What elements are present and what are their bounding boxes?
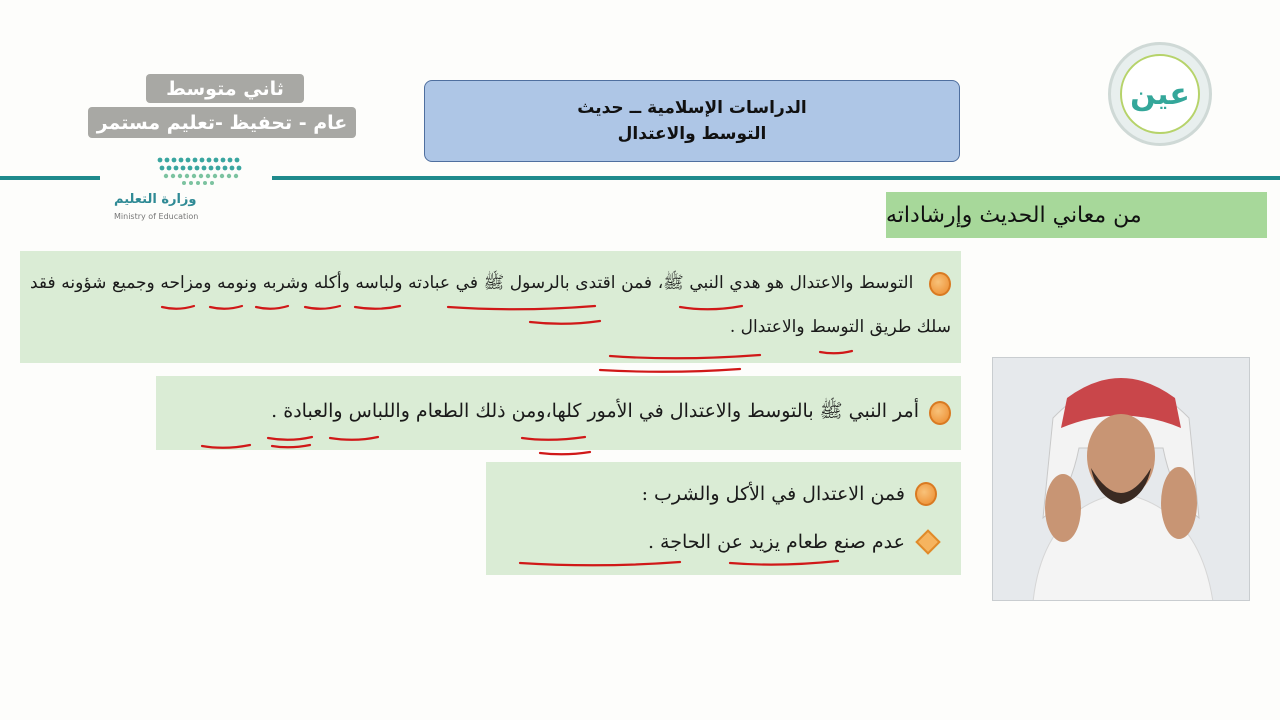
ain-channel-logo xyxy=(1108,42,1212,146)
point-3-intro: فمن الاعتدال في الأكل والشرب : xyxy=(641,483,905,505)
ministry-logo xyxy=(100,150,272,228)
point-panel-2 xyxy=(156,376,961,450)
point-2-text: أمر النبي ﷺ بالتوسط والاعتدال في الأمور كلها،ومن ذلك الطعام واللباس والعبادة . xyxy=(271,400,919,422)
orange-bullet-icon xyxy=(915,482,937,506)
point-panel-3 xyxy=(486,462,961,575)
ministry-name-ar: وزارة التعليم xyxy=(114,192,197,207)
orange-bullet-icon xyxy=(929,401,951,425)
underline-mark xyxy=(600,369,740,372)
point-panel-1 xyxy=(20,251,961,363)
point-3-item-row xyxy=(486,518,937,566)
point-3-intro-row xyxy=(486,470,937,518)
lesson-title-box xyxy=(424,80,960,162)
instructor-video xyxy=(992,357,1250,601)
point-3-item: عدم صنع طعام يزيد عن الحاجة . xyxy=(647,531,905,553)
ministry-dots-icon xyxy=(100,150,272,190)
diamond-bullet-icon xyxy=(915,529,940,554)
ain-logo-text: عين xyxy=(1120,54,1200,134)
point-1-text: التوسط والاعتدال هو هدي النبي ﷺ، فمن اقتدى بالرسول ﷺ في عبادته ولباسه وأكله وشربه ونومه ومزاحه وجميع شؤونه فقد سلك طريق التوسط والاعتدال . xyxy=(30,273,951,337)
grade-label: ثاني متوسط xyxy=(146,74,304,103)
orange-bullet-icon xyxy=(929,272,951,296)
underline-mark xyxy=(540,452,590,454)
lesson-subject: الدراسات الإسلامية ــ حديث xyxy=(577,98,807,118)
lesson-title: التوسط والاعتدال xyxy=(617,124,767,144)
ministry-name-en: Ministry of Education xyxy=(114,212,199,221)
section-heading: من معاني الحديث وإرشاداته xyxy=(886,192,1267,238)
track-label: عام - تحفيظ -تعليم مستمر xyxy=(88,107,356,138)
instructor-figure-icon xyxy=(993,358,1250,601)
